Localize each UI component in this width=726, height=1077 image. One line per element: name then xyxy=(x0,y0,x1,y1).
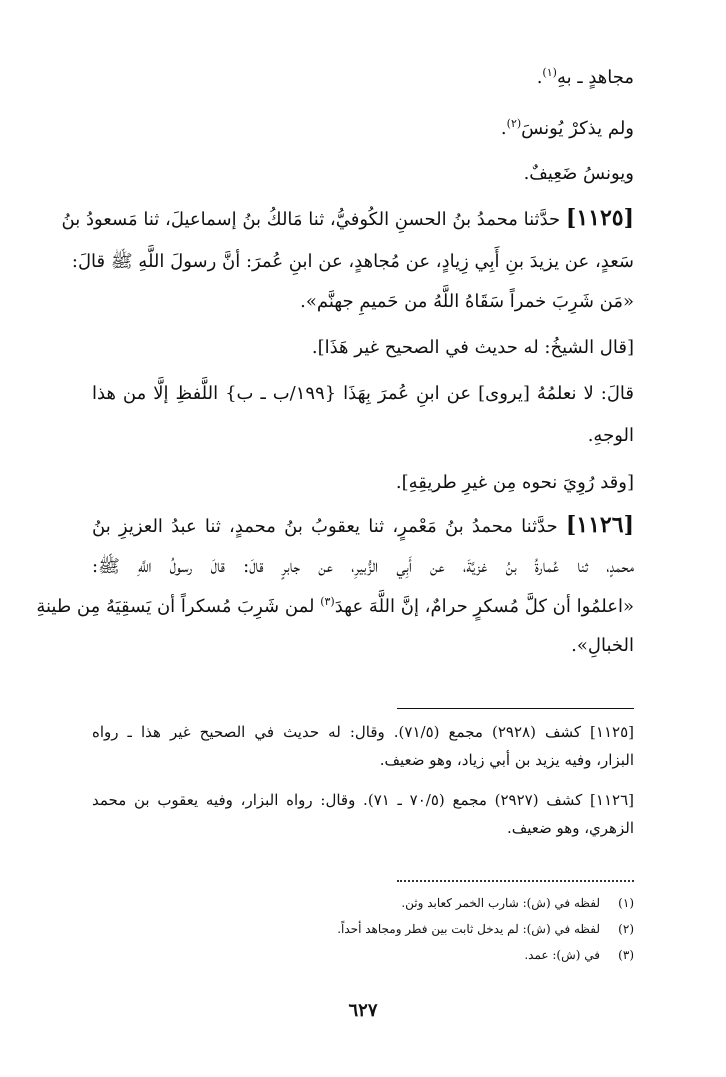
takhrij-1125-line-2: البزار، وفيه يزيد بن أبي زياد، وهو ضعيف. xyxy=(379,751,634,769)
remark-line-1: قالَ: لا نعلمُهُ [يروى] عن ابنِ عُمرَ بِهَذَا {١٩٩/ب ـ ب} اللَّفظِ إلَّا من هذا xyxy=(92,383,634,404)
text-line-yunus-weak: ويونسُ ضَعِيفٌ. xyxy=(523,163,634,184)
hadith-1125-line-1: [١١٢٥] حدَّثنا محمدُ بنُ الحسنِ الكُوفيُّ، ثنا مَالكُ بنُ إسماعيلَ، ثنا مَسعودُ بنُ xyxy=(61,205,634,231)
footnote-3: (٣)في (ش): عمد. xyxy=(524,948,634,962)
hadith-1126-line-1: [١١٢٦] حدَّثنا محمدُ بنُ مَعْمرٍ، ثنا يعقوبُ بنُ محمدٍ، ثنا عبدُ العزيزِ بنُ xyxy=(92,512,634,538)
takhrij-1126-line-1: [١١٢٦] كشف (٢٩٢٧) مجمع (٧٠/٥ ـ ٧١). وقال: رواه البزار، وفيه يعقوب بن محمد xyxy=(92,791,634,809)
sheikh-note: [قال الشيخُ: له حديث في الصحيح غير هَذَا]. xyxy=(311,337,634,358)
footnote-ref: (١) xyxy=(542,66,557,79)
hadith-1125-line-2: سَعدٍ، عن يزيدَ بنِ أَبِي زِيادٍ، عن مُجاهدٍ، عن ابنِ عُمرَ: أنَّ رسولَ اللَّهِ ﷺ قالَ: xyxy=(71,251,634,272)
hadith-1126-line-2: محمدٍ، ثنا عُمارةُ بنُ غزيَّةَ، عن أَبِي الزُّبيرِ، عن جابرٍ قالَ: قالَ رسولُ اللَّهِ ﷺ: xyxy=(92,556,634,577)
footnote-ref: (٣) xyxy=(320,595,335,608)
narrated-note: [وقد رُوِيَ نحوه مِن غيرِ طريقِهِ]. xyxy=(395,472,634,493)
footnotes-separator xyxy=(397,880,634,882)
page-number: ٦٢٧ xyxy=(348,1000,378,1021)
footnote-2: (٢)لفظه في (ش): لم يدخل ثابت بين فطر ومجاهد أحداً. xyxy=(337,922,634,936)
takhrij-1125-line-1: [١١٢٥] كشف (٢٩٢٨) مجمع (٧١/٥). وقال: له حديث في الصحيح غير هذا ـ رواه xyxy=(92,723,634,741)
footnote-1: (١)لفظه في (ش): شارب الخمر كعابد وثن. xyxy=(401,896,634,910)
takhrij-1126-line-2: الزهري، وهو ضعيف. xyxy=(506,819,634,837)
hadith-1126-line-4: الخبالِ». xyxy=(571,635,634,656)
hadith-number: [١١٢٥] xyxy=(565,205,634,231)
hadith-1125-line-3: «مَن شَرِبَ خمراً سَقَاهُ اللَّهُ من حَميمِ جهنَّم». xyxy=(300,291,634,312)
text-line-continuation: مجاهدٍ ـ بهِ$^{(١)}$. xyxy=(536,66,634,88)
takhrij-divider xyxy=(397,708,634,709)
footnote-ref: (٢) xyxy=(506,117,522,130)
text-line-yunus-note: ولم يذكرْ يُونسَ$^{(٢)}$. xyxy=(500,117,634,139)
hadith-1126-line-3: «اعلمُوا أن كلَّ مُسكرٍ حرامٌ، إنَّ اللَّهَ عهدَ$^{(٣)}$ لمن شَرِبَ مُسكراً أن يَسقِيَهُ مِن طينةِ xyxy=(36,595,634,617)
hadith-number: [١١٢٦] xyxy=(565,512,634,538)
remark-line-2: الوجهِ. xyxy=(587,425,634,446)
